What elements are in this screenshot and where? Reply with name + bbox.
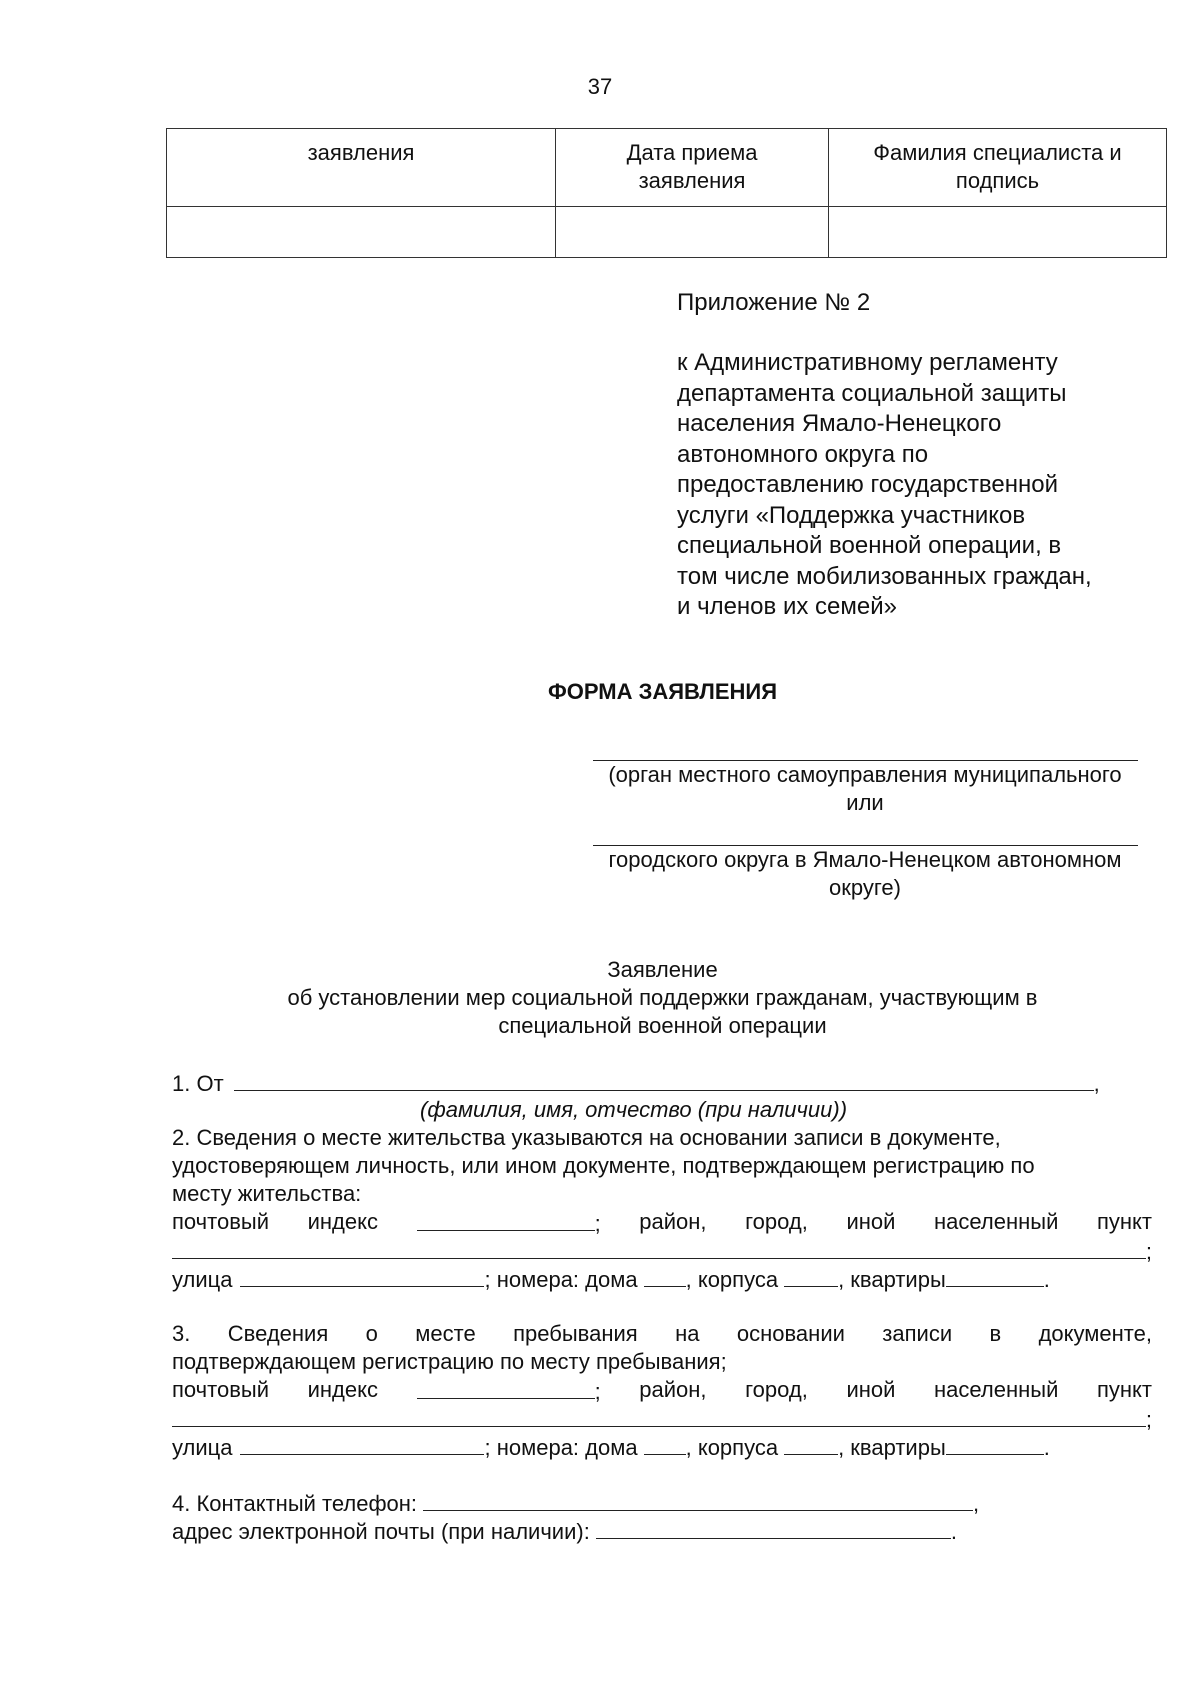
form-title: ФОРМА ЗАЯВЛЕНИЯ <box>547 679 778 704</box>
authority-block: (орган местного самоуправления муниципального или <box>575 738 1155 817</box>
item-2-text: 2. Сведения о месте жительства указываются на основании записи в документе, удостоверяющем личность, или ином документе, подтверждающем регистрацию по месту жительства: <box>172 1125 1035 1206</box>
apartment-field[interactable] <box>946 1432 1044 1455</box>
stay-postal-line: почтовый индекс ; район, город, иной населенный пункт <box>172 1377 1152 1404</box>
appendix-reference: к Административному регламенту департамента социальной защиты населения Ямало-Ненецкого автономного округа по предоставлению государственной услуги «Поддержка участников специальной военной операции, в том числе мобилизованных граждан, и членов их семей» <box>677 349 1092 620</box>
table-cell[interactable] <box>167 207 556 258</box>
table-row <box>167 207 1167 258</box>
locality-field[interactable] <box>172 1404 1146 1427</box>
street-field[interactable] <box>240 1432 484 1455</box>
page-number: 37 <box>587 74 613 99</box>
item-1-from: 1. От , <box>172 1068 1152 1098</box>
table-cell[interactable] <box>829 207 1167 258</box>
building-field[interactable] <box>784 1432 838 1455</box>
residence-locality-line: ; <box>172 1236 1152 1266</box>
residence-street-line: улица ; номера: дома , корпуса , квартиры . <box>172 1264 1152 1294</box>
email-field[interactable] <box>596 1516 951 1539</box>
house-field[interactable] <box>644 1264 686 1287</box>
item-3-line-1: 3. Сведения о месте пребывания на основании записи в документе, <box>172 1321 1152 1346</box>
street-field[interactable] <box>240 1264 484 1287</box>
authority-caption: городского округа в Ямало-Ненецком автономном <box>608 847 1122 872</box>
item-3-line-2: подтверждающем регистрацию по месту пребывания; <box>172 1349 727 1374</box>
full-name-field[interactable] <box>234 1068 1094 1091</box>
appendix-title: Приложение № 2 <box>677 289 871 316</box>
postal-code-field[interactable] <box>417 1208 595 1231</box>
stay-locality-line: ; <box>172 1404 1152 1434</box>
authority-field[interactable] <box>593 823 1138 846</box>
contact-email-line: адрес электронной почты (при наличии): . <box>172 1516 1152 1546</box>
full-name-caption: (фамилия, имя, отчество (при наличии)) <box>420 1097 848 1122</box>
authority-block-2: городского округа в Ямало-Ненецком автономном округе) <box>575 823 1155 902</box>
table-header-cell: заявления <box>167 129 556 207</box>
apartment-field[interactable] <box>946 1264 1044 1287</box>
residence-postal-line: почтовый индекс ; район, город, иной населенный пункт <box>172 1209 1152 1236</box>
statement-heading: Заявление об установлении мер социальной поддержки гражданам, участвующим в специальной военной операции <box>287 957 1038 1038</box>
authority-caption: (орган местного самоуправления муниципального <box>608 762 1122 787</box>
house-field[interactable] <box>644 1432 686 1455</box>
phone-field[interactable] <box>423 1488 973 1511</box>
building-field[interactable] <box>784 1264 838 1287</box>
stay-street-line: улица ; номера: дома , корпуса , квартиры . <box>172 1432 1152 1462</box>
table-cell[interactable] <box>556 207 829 258</box>
locality-field[interactable] <box>172 1236 1146 1259</box>
table-header-row <box>167 129 1167 207</box>
postal-code-field[interactable] <box>417 1376 595 1399</box>
authority-field[interactable] <box>593 738 1138 761</box>
table-header-cell: Дата приема заявления <box>556 129 829 207</box>
registration-table <box>166 128 1167 258</box>
table-header-cell: Фамилия специалиста и подпись <box>829 129 1167 207</box>
contact-phone-line: 4. Контактный телефон: , <box>172 1488 1152 1518</box>
